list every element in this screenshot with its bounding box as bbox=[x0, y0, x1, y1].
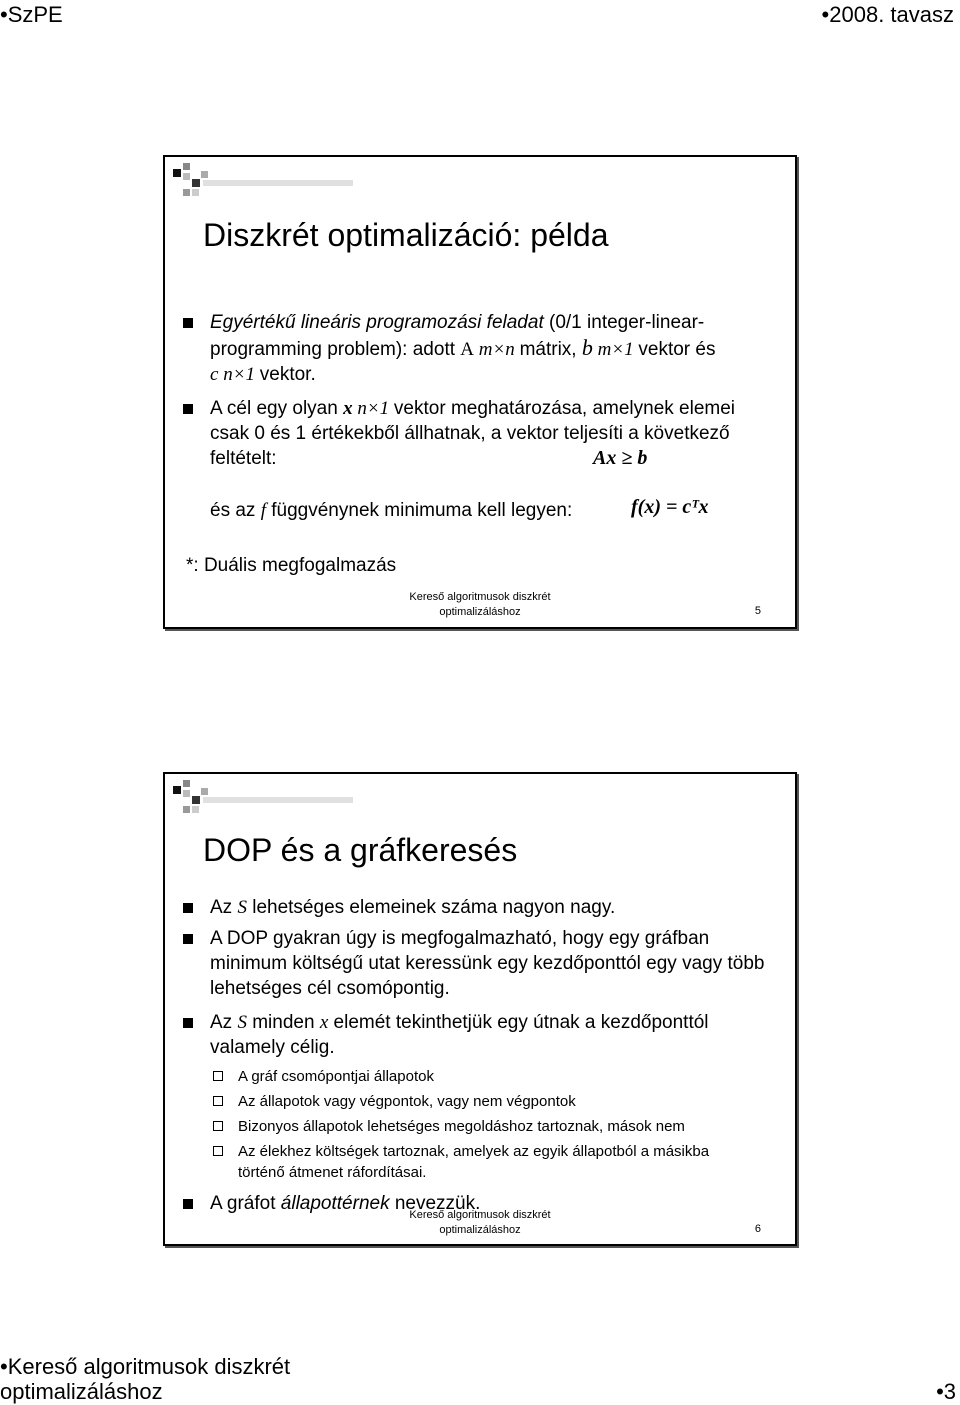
hollow-square-bullet-icon bbox=[213, 1096, 223, 1106]
page-footer-line2: optimalizáláshoz bbox=[0, 1379, 163, 1404]
slide-number: 6 bbox=[754, 1223, 761, 1235]
sub-bullet-4: Az élekhez költségek tartoznak, amelyek az egyik állapotból a másikba történő átmenet ráfordításai. bbox=[213, 1141, 783, 1183]
slide-title: Diszkrét optimalizáció: példa bbox=[203, 217, 609, 253]
formula-constraint: Ax ≥ b bbox=[593, 447, 648, 469]
square-bullet-icon bbox=[183, 318, 193, 328]
slide-corner-decoration-icon bbox=[173, 163, 353, 199]
square-bullet-icon bbox=[183, 404, 193, 414]
bullet-1: Egyértékű lineáris programozási feladat (0/1 integer-linear-programming problem): adott A m×n mátrix, b m×1 vektor és c n×1 vektor. bbox=[183, 310, 773, 387]
square-bullet-icon bbox=[183, 934, 193, 944]
slide-6 bbox=[163, 772, 797, 1246]
hollow-square-bullet-icon bbox=[213, 1071, 223, 1081]
bullet-4: A gráfot állapottérnek nevezzük. bbox=[183, 1191, 773, 1216]
bullet-2: A cél egy olyan x n×1 vektor meghatározása, amelynek elemei csak 0 és 1 értékekből állhatnak, a vektor teljesíti a következő feltételt: bbox=[183, 396, 773, 471]
page-footer-line1: •Kereső algoritmusok diszkrét bbox=[0, 1354, 291, 1379]
square-bullet-icon bbox=[183, 903, 193, 913]
sub-bullet-2: Az állapotok vagy végpontok, vagy nem végpontok bbox=[213, 1091, 783, 1112]
objective-line: és az f függvénynek minimuma kell legyen: bbox=[210, 500, 573, 521]
bullet-2: A DOP gyakran úgy is megfogalmazható, hogy egy gráfban minimum költségű utat keressünk egy kezdőponttól egy vagy több lehetséges cél csomópontig. bbox=[183, 926, 773, 1001]
header-right: •2008. tavasz bbox=[821, 2, 954, 27]
slide-footer: Kereső algoritmusok diszkrét optimalizáláshoz bbox=[409, 1209, 551, 1236]
slide-footer: Kereső algoritmusok diszkrét optimalizáláshoz bbox=[409, 591, 551, 618]
slide-5 bbox=[163, 155, 797, 629]
formula-objective: f(x) = cᵀx bbox=[631, 496, 709, 518]
bullet-3: Az S minden x elemét tekinthetjük egy útnak a kezdőponttól valamely célig. bbox=[183, 1010, 773, 1060]
dual-note: *: Duális megfogalmazás bbox=[186, 555, 397, 576]
header-left: •SzPE bbox=[0, 2, 63, 27]
slide-title: DOP és a gráfkeresés bbox=[203, 832, 518, 868]
sub-bullet-3: Bizonyos állapotok lehetséges megoldáshoz tartoznak, mások nem bbox=[213, 1116, 783, 1137]
hollow-square-bullet-icon bbox=[213, 1146, 223, 1156]
slide-corner-decoration-icon bbox=[173, 780, 353, 816]
bullet-1: Az S lehetséges elemeinek száma nagyon nagy. bbox=[183, 895, 773, 920]
square-bullet-icon bbox=[183, 1018, 193, 1028]
sub-bullet-1: A gráf csomópontjai állapotok bbox=[213, 1066, 783, 1087]
page-number: •3 bbox=[936, 1379, 956, 1404]
hollow-square-bullet-icon bbox=[213, 1121, 223, 1131]
slide-number: 5 bbox=[754, 605, 761, 617]
